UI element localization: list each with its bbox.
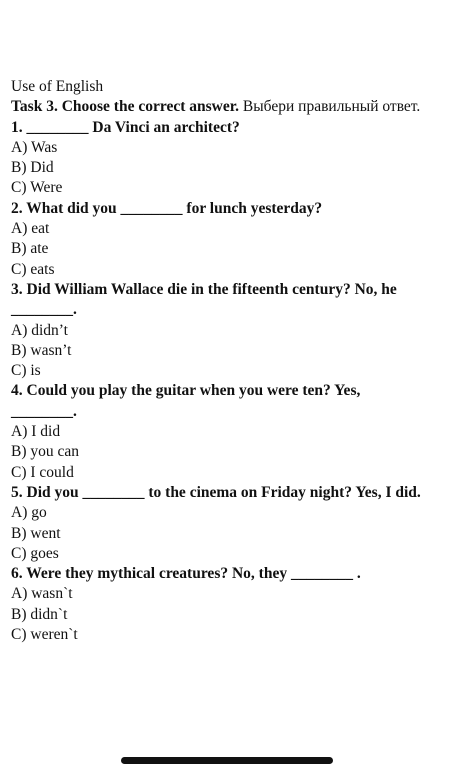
question-text: 6. Were they mythical creatures? No, they ________ .	[11, 565, 361, 583]
answer-option: A) eat	[11, 220, 50, 238]
answer-option: B) you can	[11, 443, 80, 461]
question-text: 4. Could you play the guitar when you were ten? Yes,	[11, 382, 361, 400]
task-instruction-ru: Выбери правильный ответ.	[242, 98, 421, 116]
answer-option: A) go	[11, 504, 47, 522]
home-indicator-bar[interactable]	[121, 757, 333, 764]
answer-option: C) goes	[11, 544, 59, 562]
answer-option: A) didn’t	[11, 321, 68, 339]
question-1	[11, 118, 471, 199]
answer-option: B) didn`t	[11, 605, 68, 623]
answer-option: B) Did	[11, 159, 54, 177]
answer-option: B) ate	[11, 240, 49, 258]
question-text-continued: ________.	[11, 301, 77, 319]
answer-option: C) is	[11, 362, 41, 380]
answer-option: B) went	[11, 524, 61, 542]
question-3	[11, 280, 471, 381]
question-text-continued: ________.	[11, 402, 77, 420]
answer-option: C) I could	[11, 463, 74, 481]
question-4	[11, 381, 471, 482]
worksheet	[11, 77, 471, 645]
answer-option: A) wasn`t	[11, 585, 73, 603]
task-heading	[11, 97, 471, 117]
question-5	[11, 483, 471, 564]
question-6	[11, 564, 471, 645]
answer-option: B) wasn’t	[11, 341, 72, 359]
question-text: 3. Did William Wallace die in the fifteenth century? No, he	[11, 280, 397, 298]
answer-option: C) Were	[11, 179, 63, 197]
answer-option: C) eats	[11, 260, 55, 278]
task-title: Task 3. Choose the correct answer.	[11, 98, 240, 116]
answer-option: A) Was	[11, 138, 58, 156]
question-text: 5. Did you ________ to the cinema on Friday night? Yes, I did.	[11, 483, 421, 501]
answer-option: A) I did	[11, 423, 61, 441]
question-text: 1. ________ Da Vinci an architect?	[11, 118, 240, 136]
question-text: 2. What did you ________ for lunch yesterday?	[11, 199, 323, 217]
question-2	[11, 199, 471, 280]
section-title: Use of English	[11, 78, 104, 95]
answer-option: C) weren`t	[11, 626, 78, 644]
